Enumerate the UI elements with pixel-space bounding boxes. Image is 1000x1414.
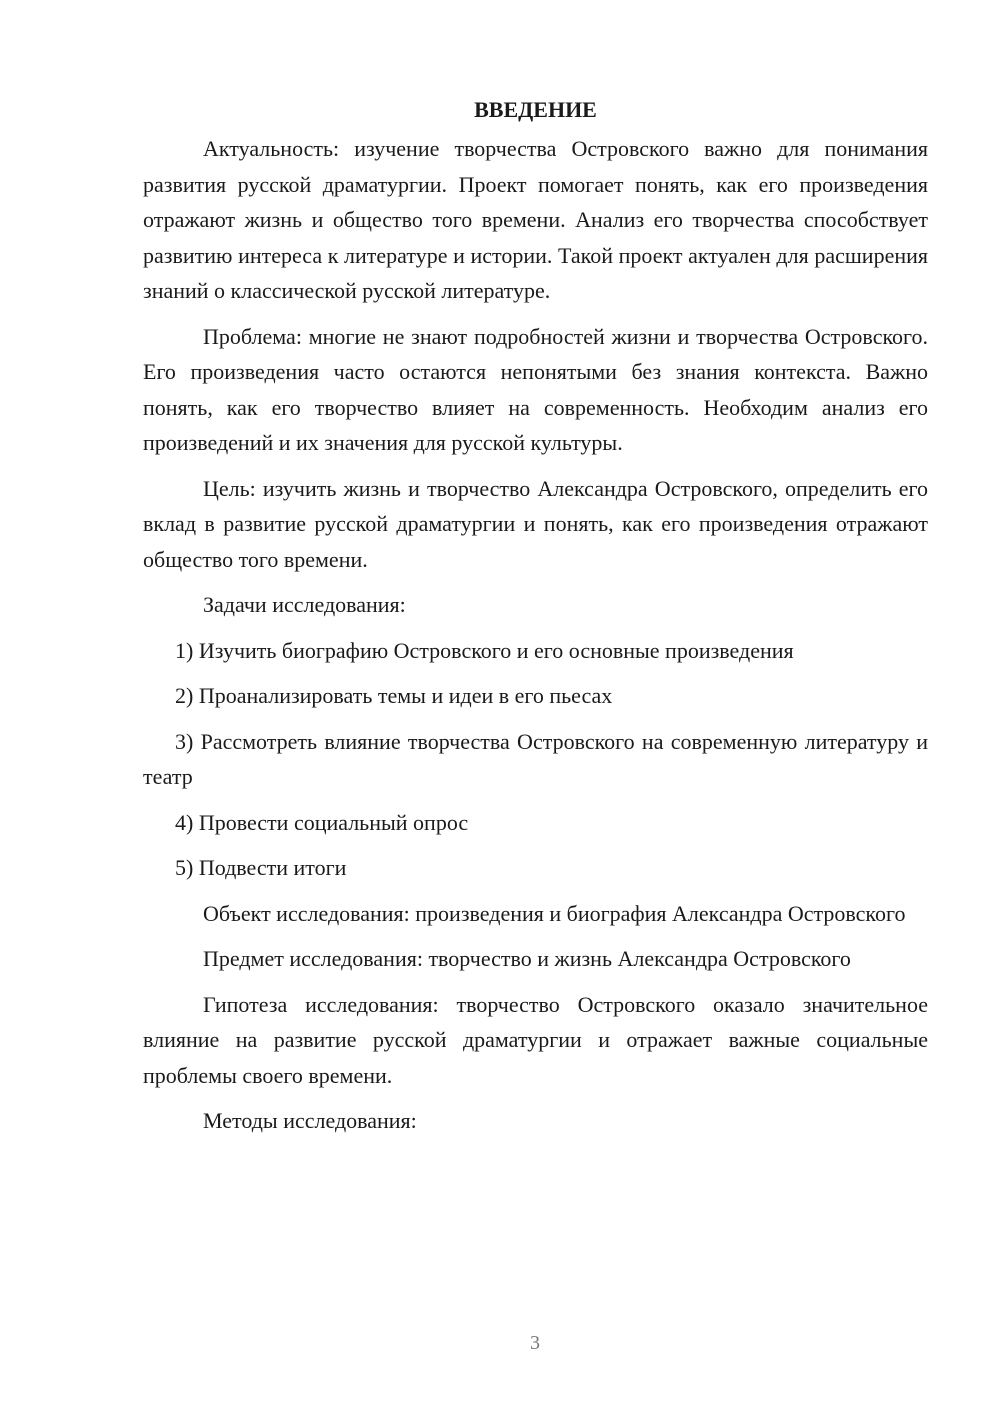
page-number: 3 <box>530 1332 540 1354</box>
tasks-list <box>143 633 928 886</box>
paragraph-subject: Предмет исследования: творчество и жизнь Александра Островского <box>203 946 851 971</box>
task-item: 2) Проанализировать темы и идеи в его пьесах <box>175 683 613 708</box>
paragraph-goal: Цель: изучить жизнь и творчество Александра Островского, определить его вклад в развитие русской драматургии и понять, как его произведения отражают общество того времени. <box>143 475 928 572</box>
paragraph-hypothesis: Гипотеза исследования: творчество Островского оказало значительное влияние на развитие русской драматургии и отражает важные социальные проблемы своего времени. <box>143 991 928 1088</box>
task-item: 5) Подвести итоги <box>175 855 347 880</box>
paragraph-tasks-intro: Задачи исследования: <box>203 592 406 617</box>
paragraph-problem: Проблема: многие не знают подробностей жизни и творчества Островского. Его произведения часто остаются непонятыми без знания контекста. Важно понять, как его творчество влияет на современность. Необходим анализ его произведений и их значения для русской культуры. <box>143 323 928 455</box>
section-heading: ВВЕДЕНИЕ <box>474 97 597 122</box>
paragraph-methods-intro: Методы исследования: <box>203 1108 417 1133</box>
paragraph-relevance: Актуальность: изучение творчества Островского важно для понимания развития русской драматургии. Проект помогает понять, как его произведения отражают жизнь и общество того времени. Анализ его творчества способствует развитию интереса к литературе и истории. Такой проект актуален для расширения знаний о классической русской литературе. <box>143 136 928 303</box>
task-item: 3) Рассмотреть влияние творчества Островского на современную литературу и театр <box>143 728 928 789</box>
paragraph-object: Объект исследования: произведения и биография Александра Островского <box>203 900 906 926</box>
task-item: 1) Изучить биографию Островского и его основные произведения <box>175 637 794 663</box>
document-page <box>143 92 928 1149</box>
task-item: 4) Провести социальный опрос <box>175 809 469 835</box>
